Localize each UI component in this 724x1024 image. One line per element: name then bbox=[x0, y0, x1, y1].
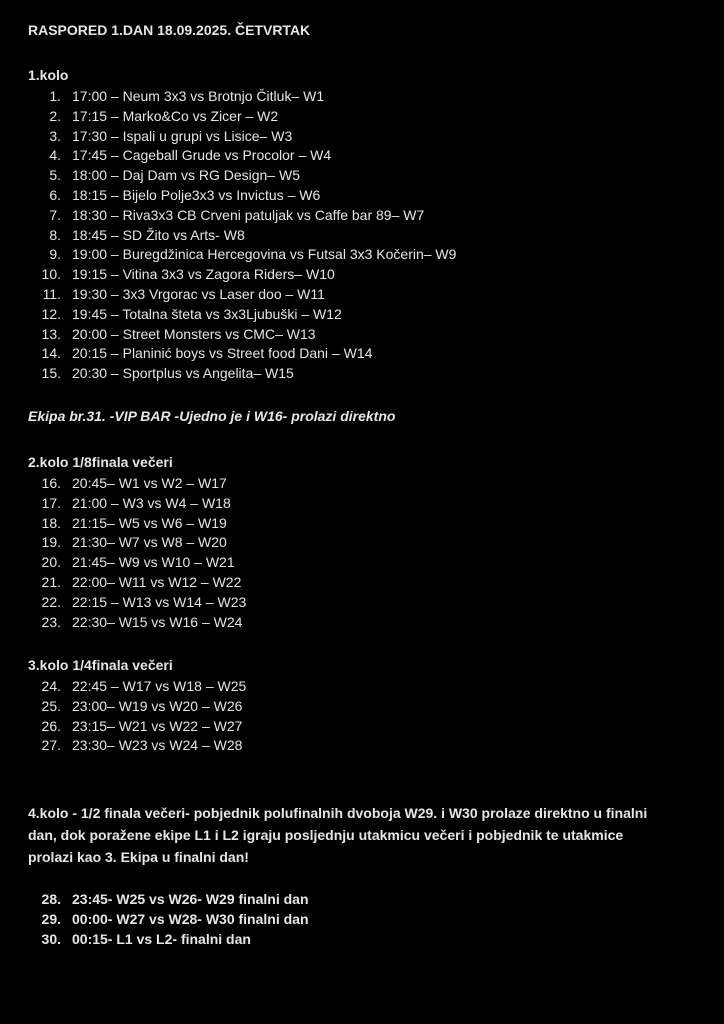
list-item: 24. 22:45 – W17 vs W18 – W25 bbox=[41, 678, 247, 694]
list-item: 2. 17:15 – Marko&Co vs Zicer – W2 bbox=[49, 107, 279, 124]
list-item: 16. 20:45– W1 vs W2 – W17 bbox=[41, 475, 227, 491]
list-item: 5. 18:00 – Daj Dam vs RG Design– W5 bbox=[49, 167, 300, 184]
page-title: RASPORED 1.DAN 18.09.2025. ČETVRTAK bbox=[28, 22, 311, 38]
round4-heading: 4.kolo - 1/2 finala večeri- pobjednik polufinalnih dvoboja W29. i W30 prolaze direktno u finalni dan, dok poražene ekipe L1 i L2 igraju posljednju utakmicu večeri i pobjednik te utakmice prolazi kao 3. Ekipa u finalni dan! bbox=[28, 805, 648, 865]
list-item: 19. 21:30– W7 vs W8 – W20 bbox=[41, 534, 227, 551]
round1-heading: 1.kolo bbox=[28, 67, 69, 83]
list-item: 9. 19:00 – Buregdžinica Hercegovina vs Futsal 3x3 Kočerin– W9 bbox=[49, 246, 457, 263]
list-item: 8. 18:45 – SD Žito vs Arts- W8 bbox=[49, 226, 245, 243]
list-item: 3. 17:30 – Ispali u grupi vs Lisice– W3 bbox=[49, 127, 293, 144]
round3-heading: 3.kolo 1/4finala večeri bbox=[28, 657, 173, 673]
round2-heading: 2.kolo 1/8finala večeri bbox=[28, 454, 173, 470]
list-item: 30. 00:15- L1 vs L2- finalni dan bbox=[41, 930, 251, 947]
list-item: 1. 17:00 – Neum 3x3 vs Brotnjo Čitluk– W1 bbox=[49, 88, 325, 104]
list-item: 27. 23:30– W23 vs W24 – W28 bbox=[41, 737, 243, 754]
list-item: 13. 20:00 – Street Monsters vs CMC– W13 bbox=[41, 325, 316, 342]
round1-list bbox=[0, 87, 724, 384]
list-item: 7. 18:30 – Riva3x3 CB Crveni patuljak vs Caffe bar 89– W7 bbox=[49, 206, 425, 223]
round3-list bbox=[0, 677, 724, 756]
list-item: 12. 19:45 – Totalna šteta vs 3x3Ljubuški – W12 bbox=[41, 305, 342, 322]
list-item: 26. 23:15– W21 vs W22 – W27 bbox=[41, 717, 243, 734]
list-item: 11. 19:30 – 3x3 Vrgorac vs Laser doo – W11 bbox=[42, 285, 325, 302]
round4-list bbox=[0, 890, 724, 949]
list-item: 18. 21:15– W5 vs W6 – W19 bbox=[41, 514, 227, 531]
list-item: 25. 23:00– W19 vs W20 – W26 bbox=[41, 697, 243, 714]
list-item: 20. 21:45– W9 vs W10 – W21 bbox=[41, 554, 235, 571]
list-item: 29. 00:00- W27 vs W28- W30 finalni dan bbox=[41, 910, 309, 927]
list-item: 22. 22:15 – W13 vs W14 – W23 bbox=[41, 593, 247, 610]
list-item: 28. 23:45- W25 vs W26- W29 finalni dan bbox=[41, 891, 309, 907]
list-item: 4. 17:45 – Cageball Grude vs Procolor – W4 bbox=[49, 147, 332, 164]
list-item: 21. 22:00– W11 vs W12 – W22 bbox=[41, 573, 242, 590]
list-item: 10. 19:15 – Vitina 3x3 vs Zagora Riders– W10 bbox=[41, 266, 335, 283]
list-item: 17. 21:00 – W3 vs W4 – W18 bbox=[41, 494, 231, 511]
list-item: 23. 22:30– W15 vs W16 – W24 bbox=[41, 613, 243, 630]
vip-bar-note: Ekipa br.31. -VIP BAR -Ujedno je i W16- prolazi direktno bbox=[28, 408, 396, 424]
list-item: 6. 18:15 – Bijelo Polje3x3 vs Invictus – W6 bbox=[49, 186, 321, 203]
list-item: 15. 20:30 – Sportplus vs Angelita– W15 bbox=[41, 365, 294, 382]
round2-list bbox=[0, 474, 724, 632]
list-item: 14. 20:15 – Planinić boys vs Street food Dani – W14 bbox=[41, 345, 373, 362]
